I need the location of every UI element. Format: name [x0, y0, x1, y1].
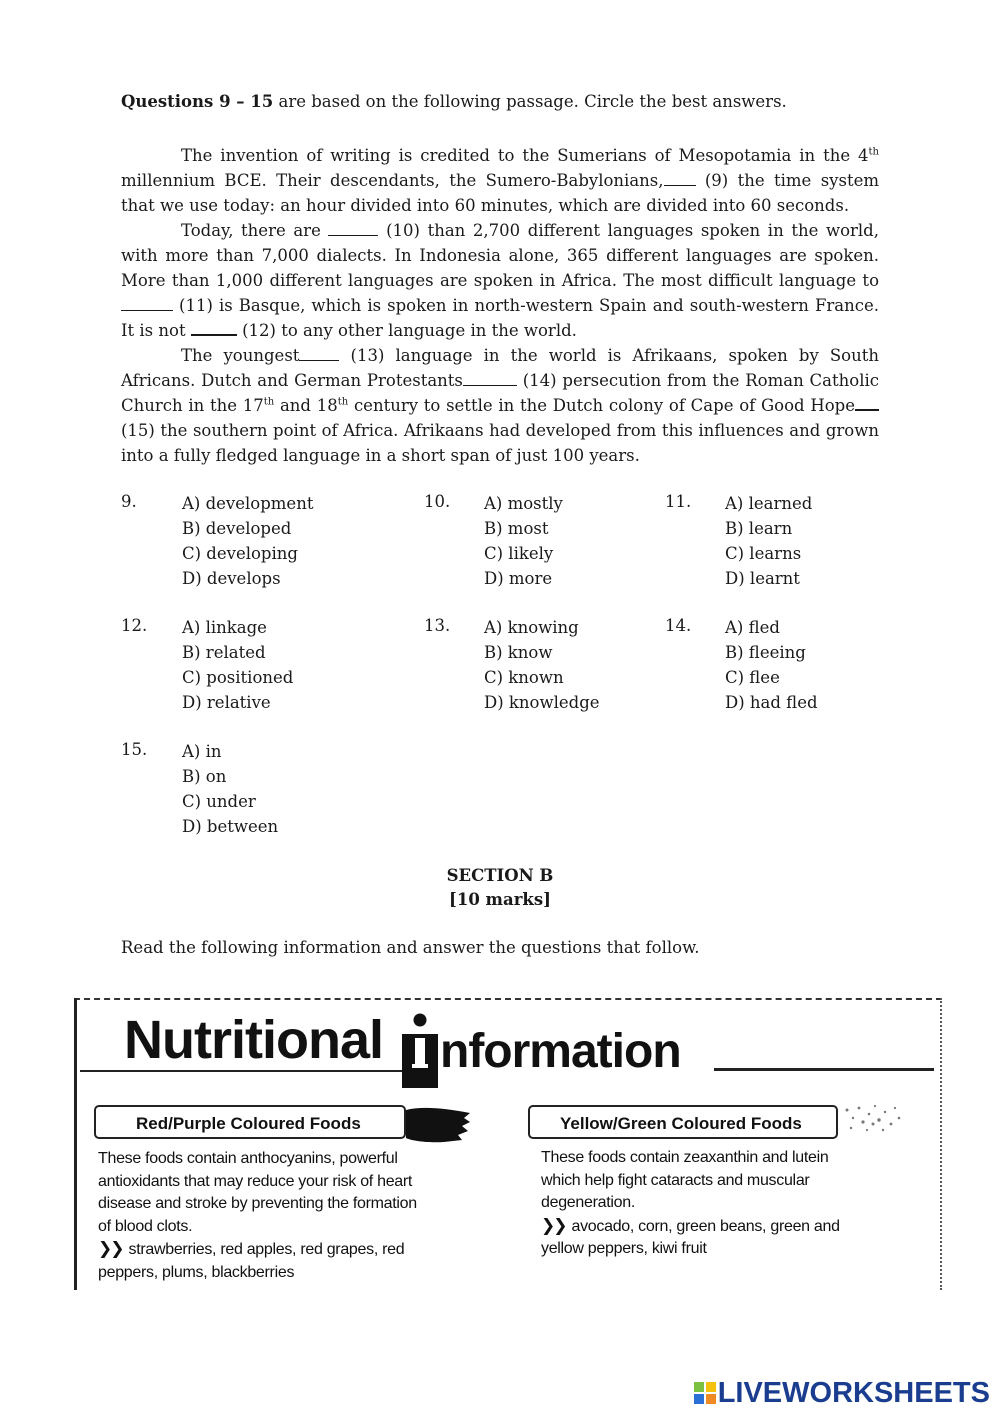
option[interactable]: D) more — [484, 569, 553, 588]
section-title: SECTION B — [446, 866, 554, 885]
p1-text-a: The invention of writing is credited to the Sumerians of Mesopotamia in the 4 — [181, 146, 869, 165]
yellow-foods-list — [541, 1215, 911, 1239]
p2-text-d: (12) to any other language in the world. — [236, 321, 577, 340]
option[interactable]: D) knowledge — [484, 693, 600, 712]
option[interactable]: D) develops — [182, 569, 281, 588]
blank-10 — [328, 221, 378, 236]
p3-text-c: (14) persecution from the Roman Catholic Church in the 17 — [121, 371, 879, 415]
option[interactable]: B) know — [484, 643, 553, 662]
yellow-line: These foods contain zeaxanthin and lutein — [541, 1149, 829, 1166]
liveworksheets-logo-icon — [694, 1382, 716, 1404]
question-range: Questions 9 – 15 — [121, 92, 274, 111]
question-number: 12. — [121, 616, 148, 635]
option[interactable]: B) most — [484, 519, 549, 538]
question-13-options — [484, 615, 600, 715]
nutrition-title-part-1: Nutritional — [124, 1010, 383, 1070]
red-line: disease and stroke by preventing the formation — [98, 1195, 417, 1212]
p3-sup-1: th — [263, 396, 275, 408]
passage-paragraph-3 — [121, 343, 879, 468]
red-line: peppers, plums, blackberries — [98, 1263, 295, 1281]
option[interactable]: B) on — [182, 767, 227, 786]
question-number: 14. — [665, 616, 692, 635]
option[interactable]: D) between — [182, 817, 279, 836]
question-number: 15. — [121, 740, 148, 759]
nutritional-information-clipping — [74, 996, 944, 1292]
red-foods-list — [98, 1238, 478, 1262]
red-line: These foods contain anthocyanins, powerful — [98, 1150, 398, 1167]
blank-11 — [121, 296, 173, 311]
yellow-line: yellow peppers, kiwi fruit — [541, 1240, 707, 1257]
brand-name: LIVEWORKSHEETS — [717, 1376, 990, 1409]
p3-sup-2: th — [337, 396, 349, 408]
yellow-line: degeneration. — [541, 1194, 635, 1211]
question-10-options — [484, 491, 563, 591]
title-rule-right — [714, 1068, 934, 1071]
title-rule-left — [80, 1070, 402, 1072]
liveworksheets-brand[interactable] — [694, 1378, 990, 1408]
double-chevron-icon: ❯❯ — [98, 1239, 123, 1258]
blank-9 — [664, 171, 696, 186]
option[interactable]: D) had fled — [725, 693, 818, 712]
cloze-passage — [121, 143, 879, 468]
option[interactable]: A) development — [182, 494, 314, 513]
red-line: of blood clots. — [98, 1217, 193, 1235]
red-purple-heading: Red/Purple Coloured Foods — [94, 1105, 406, 1139]
question-number: 9. — [121, 492, 137, 511]
p3-text-f: (15) the southern point of Africa. Afrikaans had developed from this influences and grown into a fully fledged language in a short span of just 100 years. — [121, 421, 879, 465]
blank-12 — [191, 320, 237, 336]
option[interactable]: A) knowing — [484, 618, 579, 637]
option[interactable]: D) relative — [182, 693, 271, 712]
p3-text-b: (13) language in the world is Afrikaans, spoken by South Africans. Dutch and German Protestants — [121, 346, 879, 390]
red-purple-description — [98, 1148, 478, 1284]
section-b-heading — [0, 864, 1000, 912]
question-number: 10. — [424, 492, 451, 511]
option[interactable]: C) developing — [182, 544, 298, 563]
p2-text-a: Today, there are — [181, 221, 329, 240]
option[interactable]: A) fled — [725, 618, 780, 637]
p2-text-b: (10) than 2,700 different languages spoken in the world, with more than 7,000 dialects. In Indonesia alone, 365 different languages are spoken. More than 1,000 different languages are spoken in Africa. The most difficult language to — [121, 221, 879, 290]
p1-text-b: millennium BCE. Their descendants, the Sumero-Babylonians, — [121, 171, 664, 190]
speckle-decoration — [839, 1100, 905, 1140]
blank-15 — [855, 395, 879, 411]
double-chevron-icon: ❯❯ — [541, 1215, 566, 1235]
clipping-border-left — [74, 998, 77, 1290]
option[interactable]: C) under — [182, 792, 256, 811]
yellow-line: which help fight cataracts and muscular — [541, 1171, 810, 1189]
option[interactable]: D) learnt — [725, 569, 800, 588]
p1-text-c: (9) the time system that we use today: an hour divided into 60 minutes, which are divided into 60 seconds. — [121, 171, 879, 215]
red-line: antioxidants that may reduce your risk of heart — [98, 1172, 413, 1190]
passage-paragraph-2 — [121, 218, 879, 343]
info-i-icon — [402, 1012, 438, 1088]
instruction-text: are based on the following passage. Circle the best answers. — [273, 92, 787, 111]
question-14-options — [725, 615, 818, 715]
option[interactable]: C) known — [484, 668, 564, 687]
option[interactable]: B) developed — [182, 519, 292, 538]
blank-14 — [463, 371, 517, 386]
option[interactable]: C) flee — [725, 668, 780, 687]
passage-paragraph-1 — [121, 143, 879, 218]
p2-text-c: (11) is Basque, which is spoken in north-western Spain and south-western France. It is not — [121, 296, 879, 340]
option[interactable]: A) linkage — [182, 618, 267, 637]
yellow-line: avocado, corn, green beans, green and — [571, 1217, 840, 1235]
question-15-options — [182, 739, 278, 839]
yellow-green-description — [541, 1147, 911, 1261]
p1-sup: th — [868, 146, 879, 158]
p3-text-e: century to settle in the Dutch colony of Cape of Good Hope — [348, 396, 855, 415]
brush-stroke-decoration — [404, 1104, 472, 1144]
question-11-options — [725, 491, 812, 591]
yellow-green-heading: Yellow/Green Coloured Foods — [528, 1105, 838, 1139]
question-12-options — [182, 615, 293, 715]
option[interactable]: C) positioned — [182, 668, 294, 687]
option[interactable]: A) mostly — [484, 494, 563, 513]
question-number: 11. — [665, 492, 692, 511]
question-9-options — [182, 491, 313, 591]
clipping-border-right — [940, 998, 942, 1290]
option[interactable]: A) learned — [725, 494, 813, 513]
nutrition-title-part-2: nformation — [440, 1025, 681, 1078]
option[interactable]: C) likely — [484, 544, 554, 563]
section-b-instruction: Read the following information and answer the questions that follow. — [121, 938, 700, 957]
red-line: strawberries, red apples, red grapes, red — [128, 1241, 405, 1258]
question-number: 13. — [424, 616, 451, 635]
passage-instruction — [121, 92, 881, 111]
p3-text-a: The youngest — [181, 346, 300, 365]
section-marks: [10 marks] — [449, 890, 551, 909]
option[interactable]: B) related — [182, 643, 266, 662]
blank-13 — [299, 346, 339, 361]
option[interactable]: B) fleeing — [725, 643, 806, 662]
p3-text-d: and 18 — [274, 396, 338, 415]
clipping-border-top — [74, 998, 942, 1000]
option[interactable]: C) learns — [725, 544, 802, 563]
option[interactable]: A) in — [182, 742, 222, 761]
option[interactable]: B) learn — [725, 519, 793, 538]
